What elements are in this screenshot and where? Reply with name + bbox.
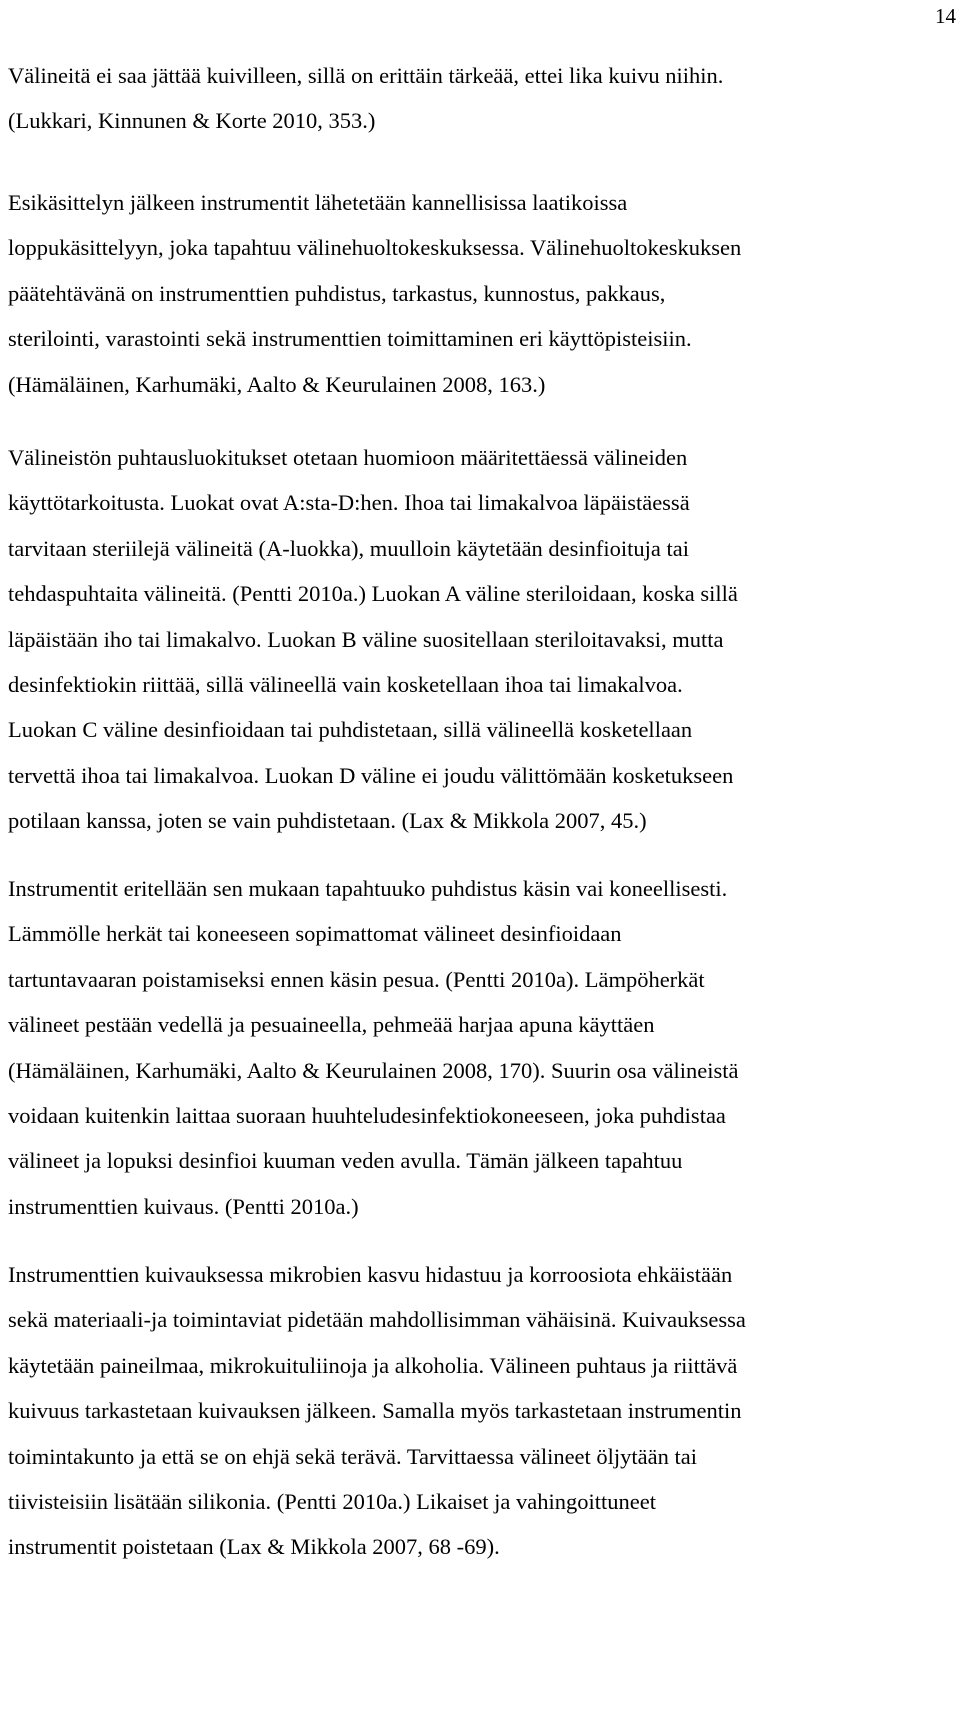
paragraph-3 xyxy=(8,435,738,844)
text-line: kuivuus tarkastetaan kuivauksen jälkeen. Samalla myös tarkastetaan instrumentin xyxy=(8,1398,742,1424)
text-line: päätehtävänä on instrumenttien puhdistus, tarkastus, kunnostus, pakkaus, xyxy=(8,280,666,306)
paragraph-2 xyxy=(8,180,741,407)
text-line: Esikäsittelyn jälkeen instrumentit lähetetään kannellisissa laatikoissa xyxy=(8,190,628,215)
text-line: Instrumentit eritellään sen mukaan tapahtuuko puhdistus käsin vai koneellisesti. xyxy=(8,876,728,901)
text-line: loppukäsittelyyn, joka tapahtuu välinehuoltokeskuksessa. Välinehuoltokeskuksen xyxy=(8,235,742,261)
text-line: tehdaspuhtaita välineitä. (Pentti 2010a.) Luokan A väline steriloidaan, koska sillä xyxy=(8,581,738,607)
text-line: käyttötarkoitusta. Luokat ovat A:sta-D:hen. Ihoa tai limakalvoa läpäistäessä xyxy=(8,490,690,516)
text-line: (Hämäläinen, Karhumäki, Aalto & Keurulainen 2008, 163.) xyxy=(8,371,546,397)
text-line: tiivisteisiin lisätään silikonia. (Pentti 2010a.) Likaiset ja vahingoittuneet xyxy=(8,1489,657,1515)
paragraph-5 xyxy=(8,1252,746,1570)
text-line: Välineitä ei saa jättää kuivilleen, sillä on erittäin tärkeää, ettei lika kuivu niihin. xyxy=(8,63,724,88)
text-line: Luokan C väline desinfioidaan tai puhdistetaan, sillä välineellä kosketellaan xyxy=(8,717,693,743)
page-number: 14 xyxy=(935,4,956,28)
text-line: instrumentit poistetaan (Lax & Mikkola 2007, 68 -69). xyxy=(8,1534,500,1560)
text-line: toimintakunto ja että se on ehjä sekä terävä. Tarvittaessa välineet öljytään tai xyxy=(8,1443,698,1469)
text-line: läpäistään iho tai limakalvo. Luokan B väline suositellaan steriloitavaksi, mutta xyxy=(8,626,724,652)
text-line: Lämmölle herkät tai koneeseen sopimattomat välineet desinfioidaan xyxy=(8,921,622,947)
paragraph-4 xyxy=(8,866,738,1229)
text-line: instrumenttien kuivaus. (Pentti 2010a.) xyxy=(8,1193,359,1219)
text-line: tervettä ihoa tai limakalvoa. Luokan D väline ei joudu välittömään kosketukseen xyxy=(8,762,734,788)
text-line: (Lukkari, Kinnunen & Korte 2010, 353.) xyxy=(8,108,376,134)
text-line: tartuntavaaran poistamiseksi ennen käsin pesua. (Pentti 2010a). Lämpöherkät xyxy=(8,966,705,992)
text-line: välineet pestään vedellä ja pesuaineella, pehmeää harjaa apuna käyttäen xyxy=(8,1012,655,1038)
text-line: voidaan kuitenkin laittaa suoraan huuhteludesinfektiokoneeseen, joka puhdistaa xyxy=(8,1103,726,1129)
text-line: desinfektiokin riittää, sillä välineellä vain kosketellaan ihoa tai limakalvoa. xyxy=(8,672,683,698)
text-line: käytetään paineilmaa, mikrokuituliinoja ja alkoholia. Välineen puhtaus ja riittävä xyxy=(8,1352,738,1378)
text-line: sekä materiaali-ja toimintaviat pidetään mahdollisimman vähäisinä. Kuivauksessa xyxy=(8,1307,746,1333)
text-line: (Hämäläinen, Karhumäki, Aalto & Keurulainen 2008, 170). Suurin osa välineistä xyxy=(8,1057,739,1083)
text-line: Instrumenttien kuivauksessa mikrobien kasvu hidastuu ja korroosiota ehkäistään xyxy=(8,1262,733,1287)
text-line: välineet ja lopuksi desinfioi kuuman veden avulla. Tämän jälkeen tapahtuu xyxy=(8,1148,683,1174)
paragraph-1 xyxy=(8,53,723,144)
text-line: sterilointi, varastointi sekä instrumenttien toimittaminen eri käyttöpisteisiin. xyxy=(8,326,692,352)
text-line: tarvitaan steriilejä välineitä (A-luokka), muulloin käytetään desinfioituja tai xyxy=(8,535,690,561)
text-line: Välineistön puhtausluokitukset otetaan huomioon määritettäessä välineiden xyxy=(8,445,688,470)
text-line: potilaan kanssa, joten se vain puhdistetaan. (Lax & Mikkola 2007, 45.) xyxy=(8,808,647,834)
